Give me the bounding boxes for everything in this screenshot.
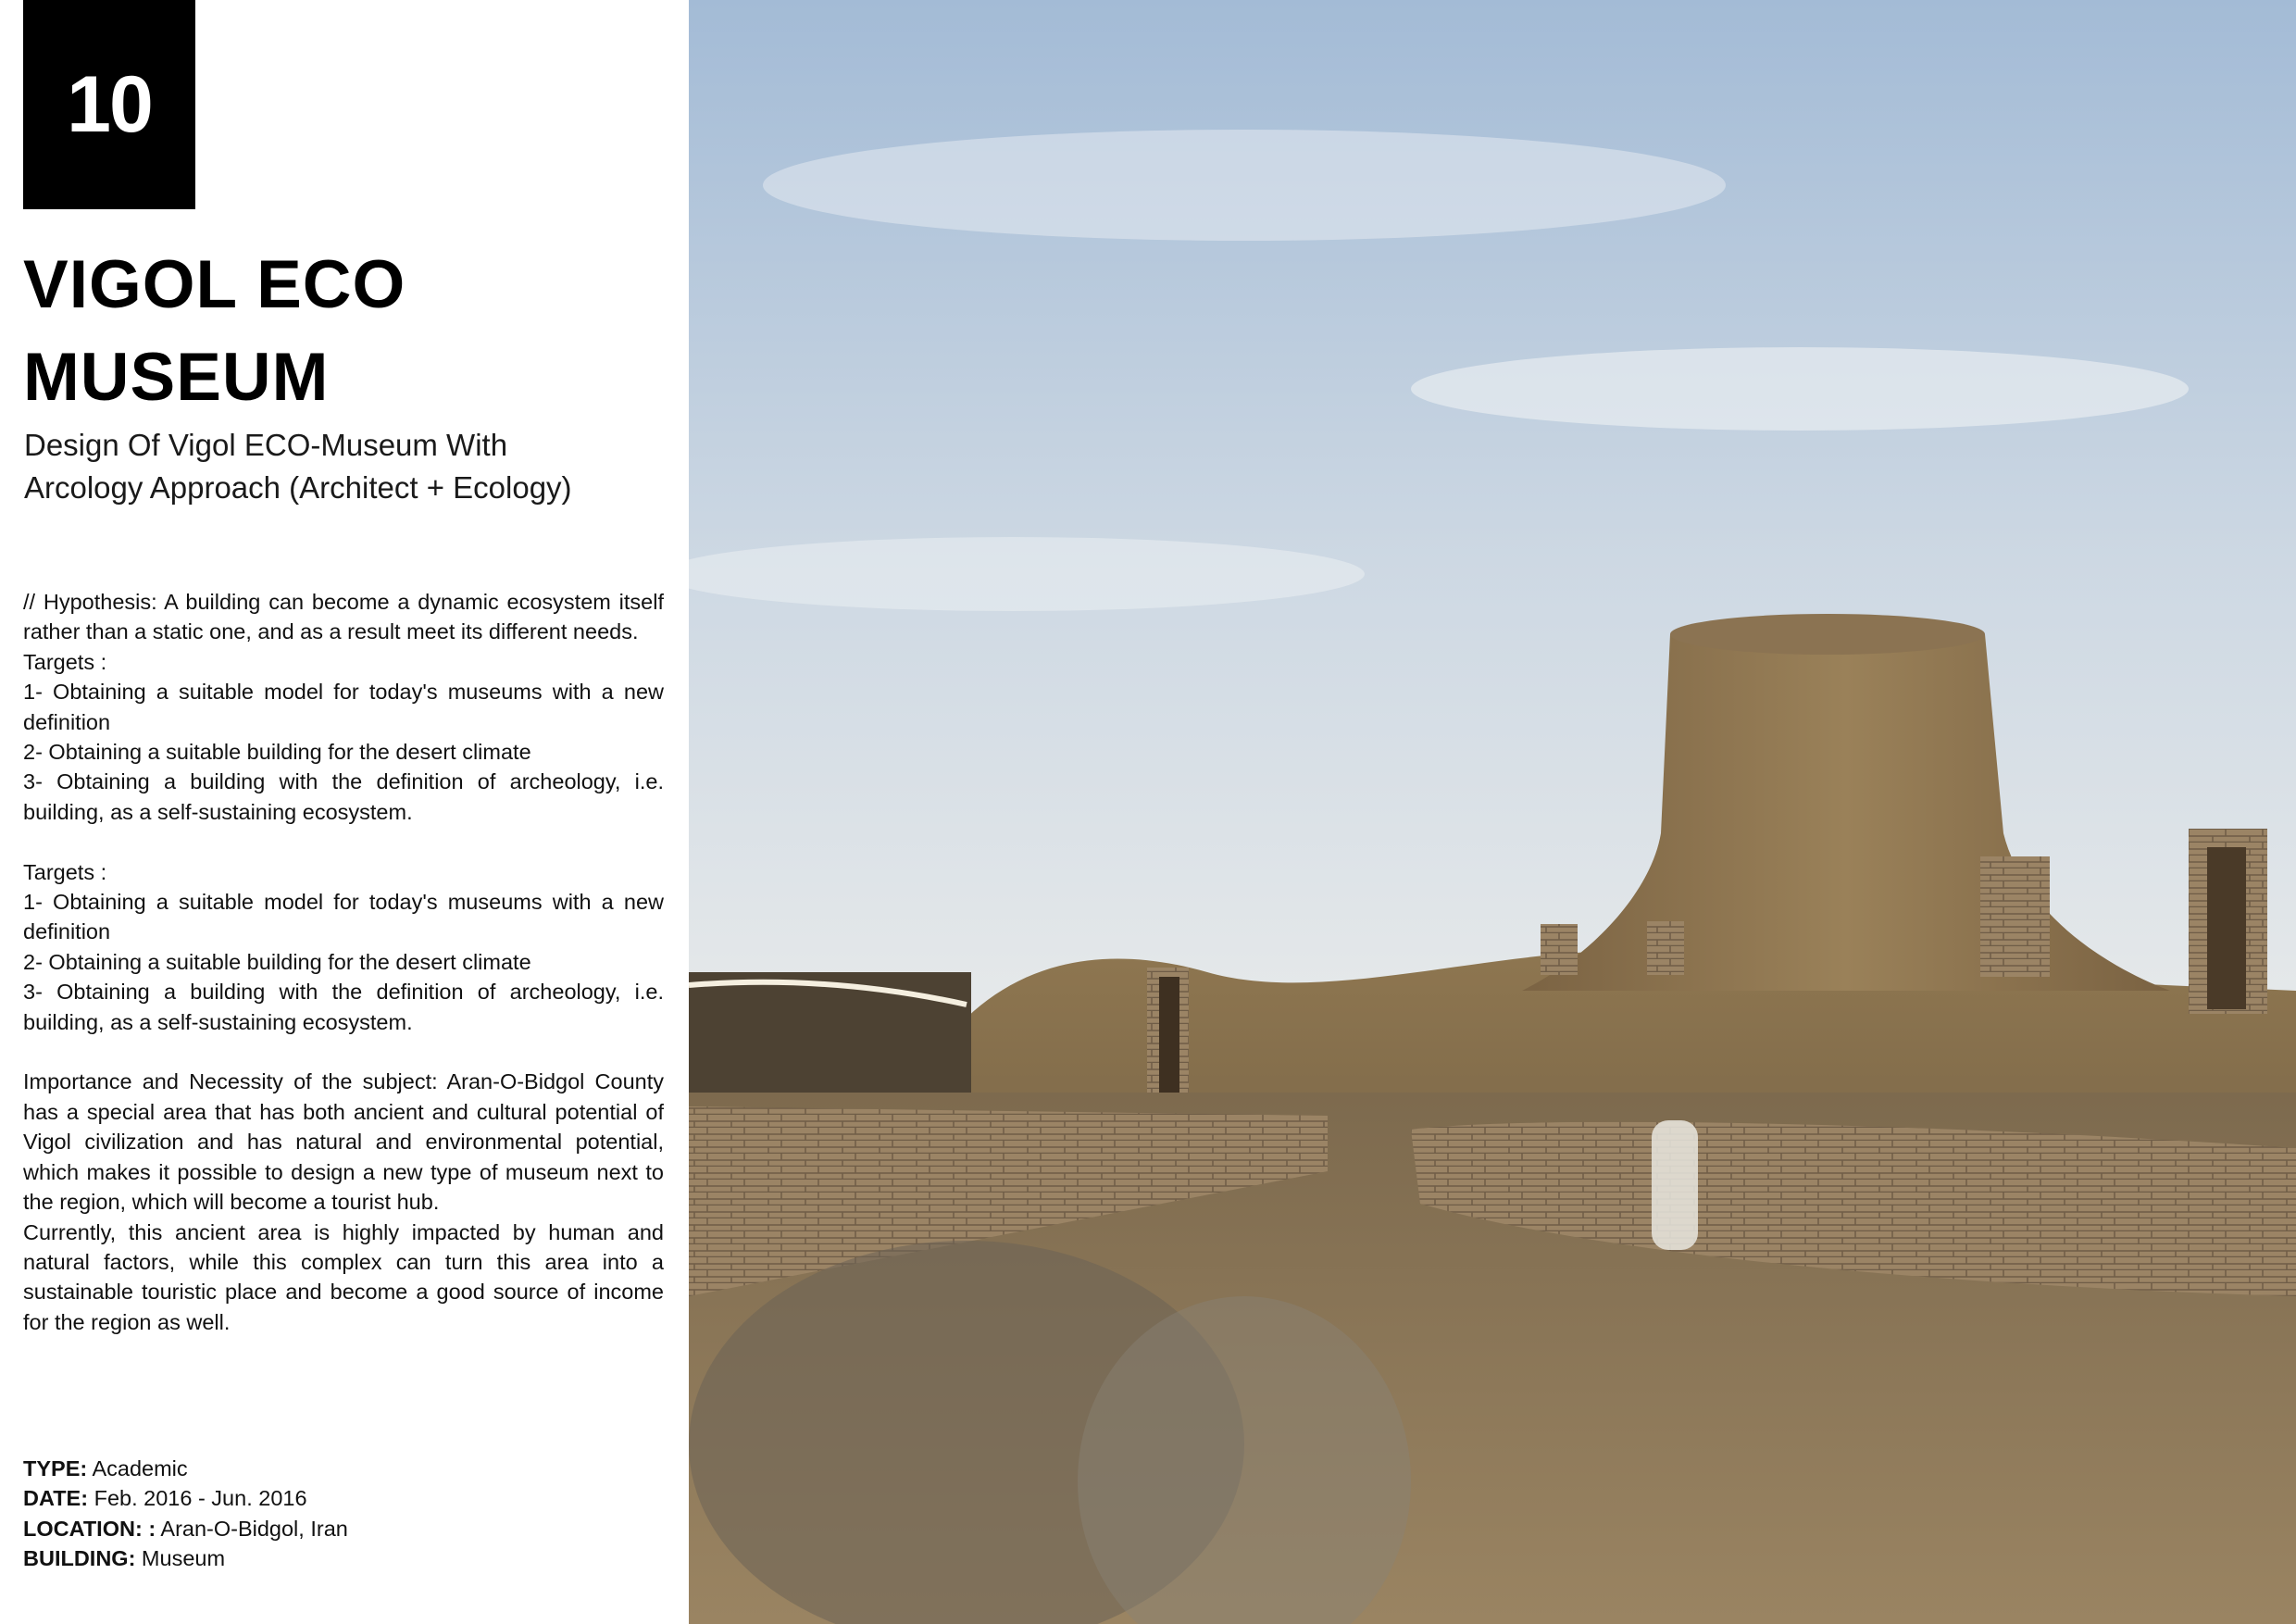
round-pavilion bbox=[689, 972, 971, 1111]
hypothesis-paragraph: // Hypothesis: A building can become a dynamic ecosystem itself rather than a static one, and as a result meet its different needs. bbox=[23, 590, 664, 644]
project-subtitle-line-1: Design Of Vigol ECO-Museum With bbox=[24, 428, 508, 462]
importance-paragraph: Importance and Necessity of the subject: Aran-O-Bidgol County has a special area that has both ancient and cultural potential of Vigol civilization and has natural and environmental potential, which makes it possible to design a new type of museum next to the region, which will become a tourist hub. bbox=[23, 1069, 664, 1215]
project-number-badge bbox=[23, 0, 195, 209]
targets-heading: Targets : bbox=[23, 859, 107, 884]
brick-frame bbox=[1647, 921, 1684, 975]
current-state-paragraph: Currently, this ancient area is highly impacted by human and natural factors, while this complex can turn this area into a sustainable touristic place and become a good source of income for the region as well. bbox=[23, 1219, 664, 1334]
target-item: 2- Obtaining a suitable building for the desert climate bbox=[23, 949, 531, 974]
project-meta bbox=[23, 1454, 662, 1574]
project-description bbox=[23, 587, 664, 1337]
paragraph-gap bbox=[23, 827, 664, 856]
cloud bbox=[763, 130, 1726, 241]
project-subtitle bbox=[24, 424, 672, 509]
cone-top bbox=[1670, 614, 1985, 655]
project-number: 10 bbox=[67, 59, 152, 149]
museum-render-image bbox=[689, 0, 2296, 1624]
project-title bbox=[23, 239, 671, 424]
targets-heading: Targets : bbox=[23, 649, 107, 674]
brick-frame bbox=[1980, 856, 2050, 977]
target-item: 2- Obtaining a suitable building for the desert climate bbox=[23, 740, 531, 765]
cloud bbox=[1411, 347, 2189, 431]
brick-frame bbox=[1541, 924, 1578, 975]
target-item: 3- Obtaining a building with the definition of archeology, i.e. building, as a self-sustaining ecosystem. bbox=[23, 769, 664, 824]
project-subtitle-line-2: Arcology Approach (Architect + Ecology) bbox=[24, 470, 572, 505]
project-title-line-1: VIGOL ECO bbox=[23, 247, 406, 322]
brick-frame-opening bbox=[2207, 847, 2246, 1009]
target-item: 1- Obtaining a suitable model for today's museums with a new definition bbox=[23, 890, 664, 944]
meta-type: TYPE: Academic bbox=[23, 1456, 188, 1480]
meta-date: DATE: Feb. 2016 - Jun. 2016 bbox=[23, 1486, 307, 1511]
project-title-line-2: MUSEUM bbox=[23, 340, 330, 415]
info-panel bbox=[0, 0, 689, 1624]
seated-person bbox=[1652, 1120, 1698, 1250]
meta-building: BUILDING: Museum bbox=[23, 1546, 226, 1571]
target-item: 1- Obtaining a suitable model for today's museums with a new definition bbox=[23, 680, 664, 734]
target-item: 3- Obtaining a building with the definition of archeology, i.e. building, as a self-sustaining ecosystem. bbox=[23, 980, 664, 1034]
cloud bbox=[689, 537, 1365, 611]
paragraph-gap bbox=[23, 1037, 664, 1067]
meta-location: LOCATION: : Aran-O-Bidgol, Iran bbox=[23, 1516, 348, 1541]
